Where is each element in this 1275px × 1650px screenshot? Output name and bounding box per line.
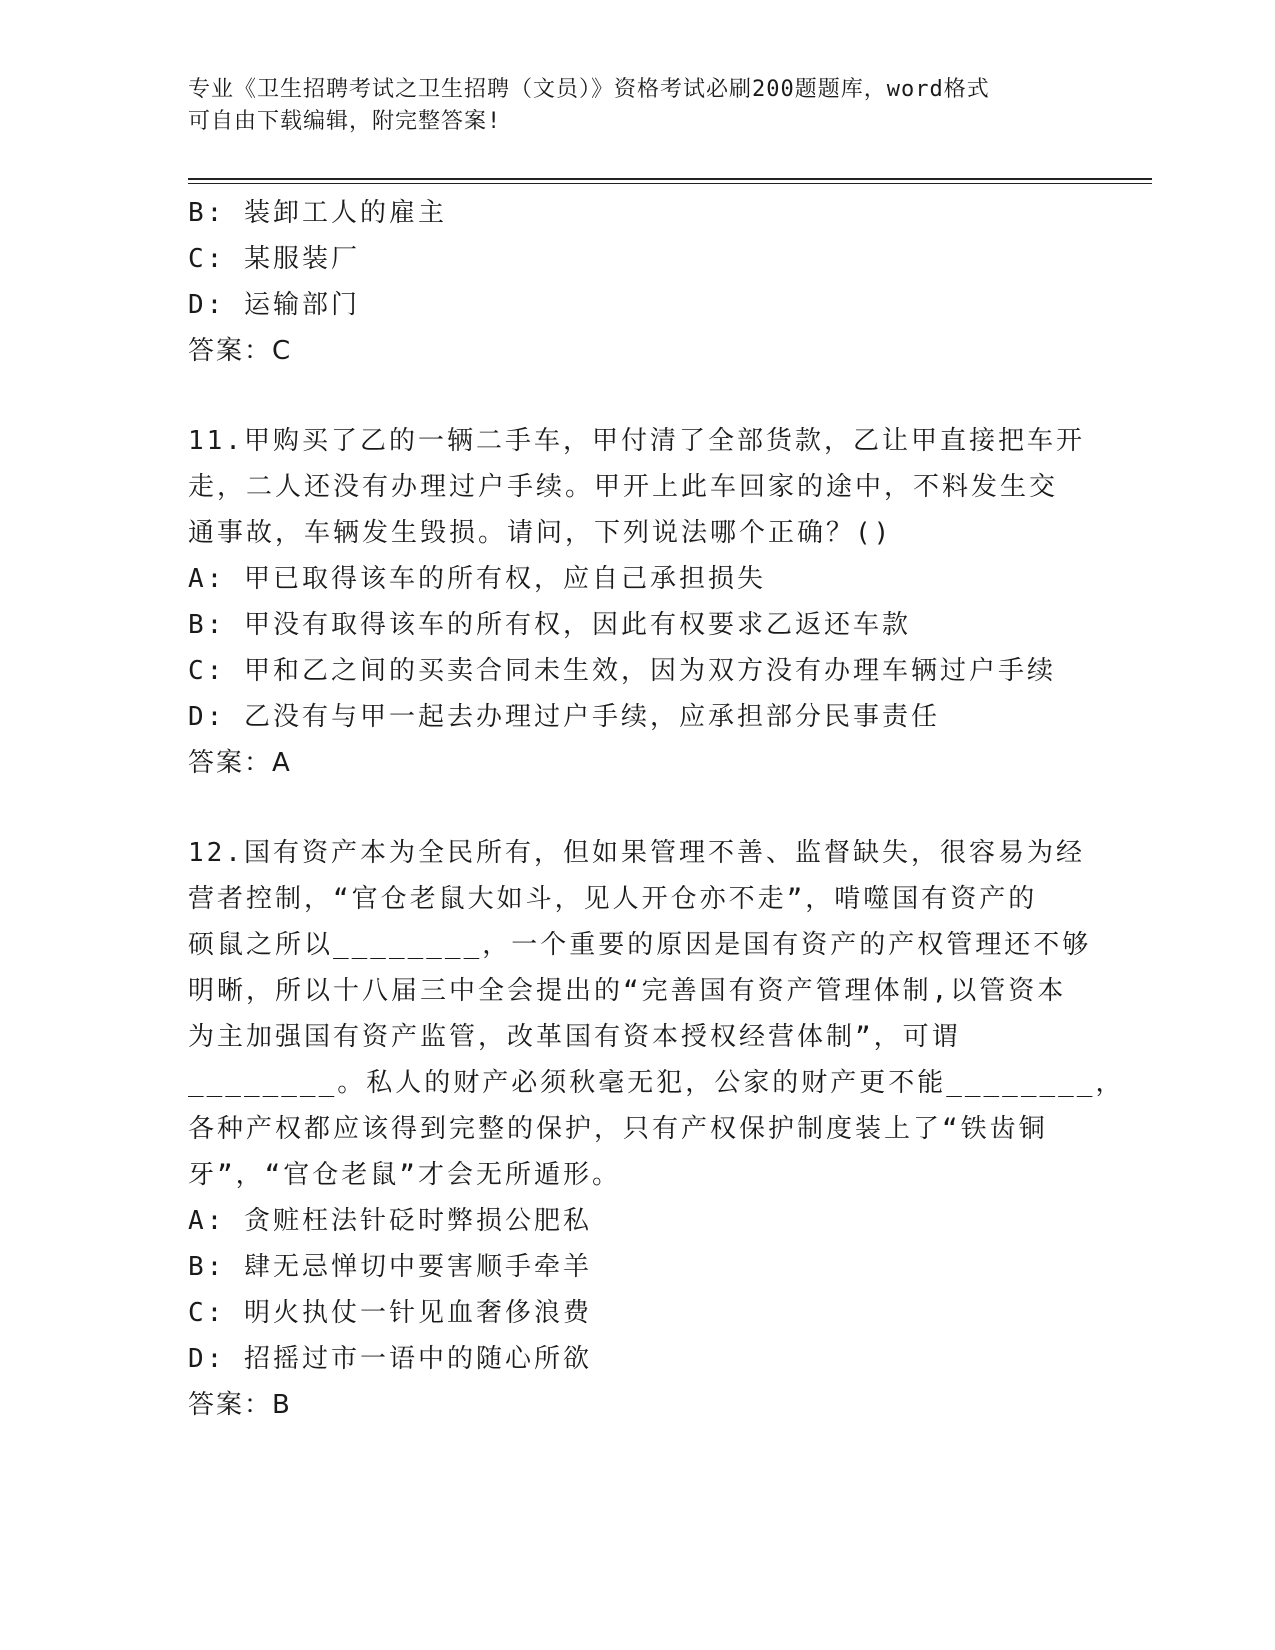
option-c: C: 明火执仗一针见血奢侈浪费: [188, 1298, 592, 1328]
header-rule-thin: [188, 183, 1152, 184]
option-d: D: 招摇过市一语中的随心所欲: [188, 1344, 592, 1374]
question-stem-line: 为主加强国有资产监管，改革国有资本授权经营体制”，可谓: [188, 1022, 961, 1052]
header-line-1: 专业《卫生招聘考试之卫生招聘（文员）》资格考试必刷200题题库，word格式: [188, 77, 990, 102]
option-a: A: 甲已取得该车的所有权，应自己承担损失: [188, 564, 766, 594]
question-stem-line: 牙”，“官仓老鼠”才会无所遁形。: [188, 1160, 621, 1190]
answer: 答案：C: [188, 336, 293, 366]
option-d: D: 乙没有与甲一起去办理过户手续，应承担部分民事责任: [188, 702, 940, 732]
option-c: C: 甲和乙之间的买卖合同未生效，因为双方没有办理车辆过户手续: [188, 656, 1056, 686]
page-header: [188, 74, 1088, 138]
option-b: B: 装卸工人的雇主: [188, 198, 447, 228]
document-body: [188, 190, 1125, 1428]
question-stem-line: ________。私人的财产必须秋毫无犯，公家的财产更不能________，: [188, 1068, 1125, 1098]
question-12: [188, 830, 1125, 1428]
question-stem-line: 12.国有资产本为全民所有，但如果管理不善、监督缺失，很容易为经: [188, 838, 1085, 868]
option-b: B: 甲没有取得该车的所有权，因此有权要求乙返还车款: [188, 610, 911, 640]
question-stem-line: 各种产权都应该得到完整的保护，只有产权保护制度装上了“铁齿铜: [188, 1114, 1048, 1144]
question-11: [188, 418, 1088, 786]
option-d: D: 运输部门: [188, 290, 360, 320]
question-10: [188, 190, 1088, 374]
header-rule-thick: [188, 178, 1152, 180]
answer: 答案：B: [188, 1390, 292, 1420]
option-c: C: 某服装厂: [188, 244, 360, 274]
answer: 答案：A: [188, 748, 292, 778]
question-stem-line: 走，二人还没有办理过户手续。甲开上此车回家的途中，不料发生交: [188, 472, 1059, 502]
header-line-2: 可自由下载编辑，附完整答案!: [188, 109, 502, 134]
question-stem-line: 明晰，所以十八届三中全会提出的“完善国有资产管理体制,以管资本: [188, 976, 1067, 1006]
question-stem-line: 通事故，车辆发生毁损。请问，下列说法哪个正确？(): [188, 518, 893, 548]
question-stem-line: 硕鼠之所以________，一个重要的原因是国有资产的产权管理还不够: [188, 930, 1092, 960]
question-stem-line: 11.甲购买了乙的一辆二手车，甲付清了全部货款，乙让甲直接把车开: [188, 426, 1085, 456]
option-a: A: 贪赃枉法针砭时弊损公肥私: [188, 1206, 592, 1236]
option-b: B: 肆无忌惮切中要害顺手牵羊: [188, 1252, 592, 1282]
question-stem-line: 营者控制，“官仓老鼠大如斗，见人开仓亦不走”，啃噬国有资产的: [188, 884, 1038, 914]
